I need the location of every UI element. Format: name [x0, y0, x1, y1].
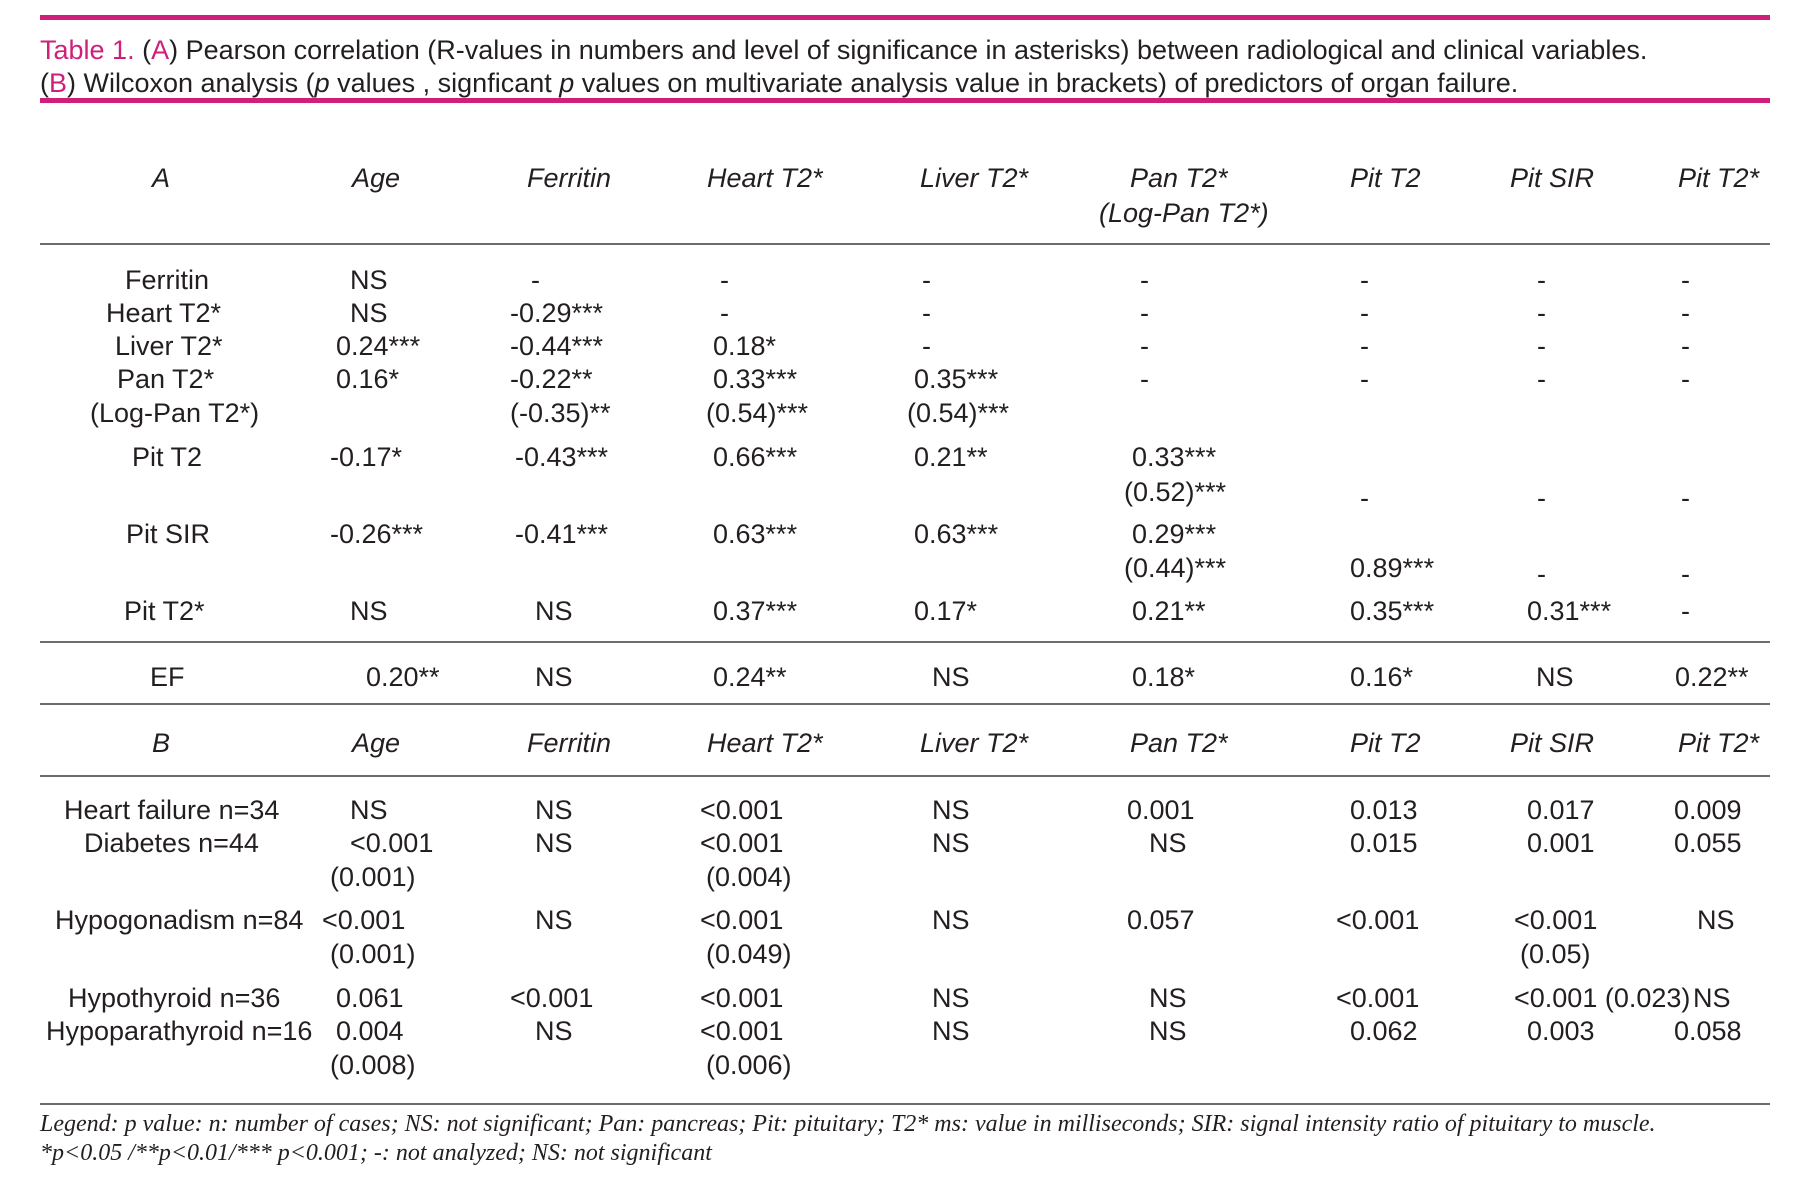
table-cell: <0.001	[322, 905, 406, 935]
table-cell: 0.63***	[713, 519, 798, 549]
table-a-body-rule	[40, 641, 1770, 643]
table-cell: NS	[932, 662, 970, 692]
table-cell: -	[1360, 331, 1369, 361]
table-cell: -	[1681, 559, 1690, 589]
table-cell: -	[1681, 483, 1690, 513]
table-cell: 0.63***	[914, 519, 999, 549]
header-cell: (Log-Pan T2*)	[1099, 198, 1269, 228]
row-label: Hypoparathyroid n=16	[46, 1016, 313, 1046]
table-cell: 0.20**	[366, 662, 440, 692]
table-cell: -0.44***	[510, 331, 604, 361]
caption-paren: (	[40, 68, 49, 98]
table-cell: (0.008)	[330, 1050, 416, 1080]
table-cell: NS	[535, 1016, 573, 1046]
table-legend	[40, 1110, 1770, 1168]
caption-p-italic: p	[559, 68, 575, 98]
header-cell: Pan T2*	[1130, 728, 1228, 758]
table-label: Table 1.	[40, 35, 135, 65]
table-cell: NS	[350, 298, 388, 328]
caption-b-text-2: values , signficant	[329, 68, 560, 98]
row-label: Hypothyroid n=36	[68, 983, 281, 1013]
table-a-header-rule	[40, 243, 1770, 245]
table-cell: -	[1537, 265, 1546, 295]
table-cell: -	[922, 298, 931, 328]
header-cell: Ferritin	[527, 728, 612, 758]
caption-p-italic: p	[314, 68, 330, 98]
table-cell: -	[1140, 364, 1149, 394]
table-cell: -0.26***	[330, 519, 424, 549]
table-cell: -	[1537, 298, 1546, 328]
table-cell: -	[720, 298, 729, 328]
row-label: Heart T2*	[106, 298, 222, 328]
legend-line-2: *p<0.05 /**p<0.01/*** p<0.001; -: not analyzed; NS: not significant	[40, 1140, 712, 1166]
table-cell: -	[1681, 298, 1690, 328]
table-cell: <0.001	[700, 905, 784, 935]
table-cell: 0.058	[1674, 1016, 1742, 1046]
table-cell: NS	[932, 905, 970, 935]
table-cell: <0.001	[510, 983, 594, 1013]
row-label: (Log-Pan T2*)	[90, 398, 260, 428]
table-cell: <0.001	[700, 795, 784, 825]
row-label: Pit T2	[132, 442, 203, 472]
table-cell: -0.17*	[330, 442, 403, 472]
table-cell: 0.004	[336, 1016, 404, 1046]
row-label: Pan T2*	[117, 364, 215, 394]
table-cell: 0.055	[1674, 828, 1742, 858]
table-cell: 0.24***	[336, 331, 421, 361]
header-cell: Pan T2*	[1130, 163, 1228, 193]
caption-line-2	[40, 67, 1770, 100]
caption-a-text: ) Pearson correlation (R-values in numbers and level of significance in asterisks) between radiological and clinical variables.	[169, 35, 1648, 65]
table-cell: (0.049)	[706, 939, 792, 969]
table-b-top-rule	[40, 703, 1770, 705]
table-cell: NS	[932, 795, 970, 825]
table-cell: -	[720, 265, 729, 295]
row-label: Pit T2*	[124, 596, 205, 626]
table-cell: <0.001	[700, 1016, 784, 1046]
table-bottom-rule	[40, 1103, 1770, 1105]
table-cell: -	[1537, 331, 1546, 361]
row-label: Diabetes n=44	[84, 828, 259, 858]
table-cell: 0.22**	[1675, 662, 1749, 692]
table-cell: 0.18*	[1132, 662, 1196, 692]
table-cell: 0.003	[1527, 1016, 1595, 1046]
table-cell: 0.009	[1674, 795, 1742, 825]
table-cell: <0.001	[700, 983, 784, 1013]
table-cell: -	[1537, 559, 1546, 589]
table-cell: NS	[535, 596, 573, 626]
table-cell: 0.35***	[1350, 596, 1435, 626]
table-cell: 0.062	[1350, 1016, 1418, 1046]
header-cell: Age	[352, 163, 401, 193]
table-cell: 0.33***	[713, 364, 798, 394]
table-cell: 0.31***	[1527, 596, 1612, 626]
header-cell: Liver T2*	[920, 728, 1029, 758]
table-cell: 0.057	[1127, 905, 1195, 935]
table-cell: NS	[1693, 983, 1731, 1013]
caption-b-text-3: values on multivariate analysis value in brackets) of predictors of organ failure.	[574, 68, 1519, 98]
table-cell: -0.41***	[515, 519, 609, 549]
table-cell: 0.001	[1527, 828, 1595, 858]
header-cell: Heart T2*	[707, 163, 823, 193]
table-cell: -	[1681, 331, 1690, 361]
table-cell: (-0.35)**	[510, 398, 611, 428]
row-label: Ferritin	[125, 265, 210, 295]
table-cell: <0.001	[1336, 983, 1420, 1013]
table-cell: -	[922, 331, 931, 361]
table-cell: -0.29***	[510, 298, 604, 328]
table-caption	[40, 34, 1770, 100]
table-cell: 0.061	[336, 983, 404, 1013]
header-cell: Pit T2*	[1678, 728, 1760, 758]
table-cell: (0.05)	[1520, 939, 1591, 969]
table-cell: <0.001 (0.023)	[1514, 983, 1691, 1013]
section-b-letter: B	[49, 68, 68, 98]
row-label: EF	[150, 662, 185, 692]
table-cell: 0.21**	[914, 442, 988, 472]
table-cell: NS	[350, 596, 388, 626]
row-label: Hypogonadism n=84	[55, 905, 304, 935]
caption-b-text-1: ) Wilcoxon analysis (	[67, 68, 315, 98]
header-cell: Pit T2	[1350, 728, 1421, 758]
table-cell: 0.16*	[1350, 662, 1414, 692]
table-cell: -	[1360, 298, 1369, 328]
table-cell: 0.17*	[914, 596, 978, 626]
table-cell: NS	[932, 1016, 970, 1046]
table-b-header-rule	[40, 775, 1770, 777]
table-cell: 0.18*	[713, 331, 777, 361]
table-cell: 0.001	[1127, 795, 1195, 825]
table-cell: NS	[350, 795, 388, 825]
table-cell: NS	[1697, 905, 1735, 935]
table-cell: -	[531, 265, 540, 295]
table-cell: NS	[1149, 828, 1187, 858]
header-cell: Pit SIR	[1510, 163, 1595, 193]
header-cell: Age	[352, 728, 401, 758]
table-cell: <0.001	[350, 828, 434, 858]
table-cell: 0.89***	[1350, 553, 1435, 583]
caption-line-1	[40, 34, 1770, 67]
table-cell: NS	[535, 828, 573, 858]
table-cell: NS	[535, 905, 573, 935]
row-label: Pit SIR	[126, 519, 211, 549]
table-cell: NS	[1536, 662, 1574, 692]
table-cell: (0.44)***	[1124, 553, 1227, 583]
header-cell: Pit T2	[1350, 163, 1421, 193]
table-cell: <0.001	[1336, 905, 1420, 935]
table-cell: NS	[1149, 1016, 1187, 1046]
table-cell: -	[1681, 364, 1690, 394]
table-cell: -	[1537, 364, 1546, 394]
row-label: Heart failure n=34	[64, 795, 280, 825]
table-cell: -	[1681, 265, 1690, 295]
header-cell: A	[152, 163, 171, 193]
table-cell: -0.22**	[510, 364, 593, 394]
table-cell: -	[1140, 331, 1149, 361]
table-cell: 0.35***	[914, 364, 999, 394]
table-cell: 0.29***	[1132, 519, 1217, 549]
table-cell: 0.24**	[713, 662, 787, 692]
table-cell: <0.001	[700, 828, 784, 858]
table-cell: 0.017	[1527, 795, 1595, 825]
table-cell: NS	[535, 795, 573, 825]
table-cell: (0.52)***	[1124, 477, 1227, 507]
table-cell: -	[1360, 265, 1369, 295]
table-cell: -	[1681, 596, 1690, 626]
table-cell: -	[1360, 364, 1369, 394]
table-cell: (0.54)***	[706, 398, 809, 428]
table-cell: -0.43***	[515, 442, 609, 472]
table-cell: 0.21**	[1132, 596, 1206, 626]
table-cell: -	[1140, 265, 1149, 295]
table-cell: NS	[350, 265, 388, 295]
section-a-letter: A	[151, 35, 170, 65]
table-cell: -	[1360, 483, 1369, 513]
table-cell: (0.006)	[706, 1050, 792, 1080]
caption-paren: (	[142, 35, 152, 65]
header-cell: Ferritin	[527, 163, 612, 193]
table-cell: (0.004)	[706, 862, 792, 892]
table-cell: 0.013	[1350, 795, 1418, 825]
table-cell: -	[922, 265, 931, 295]
header-cell: Pit T2*	[1678, 163, 1760, 193]
table-cell: (0.001)	[330, 939, 416, 969]
table-cell: (0.001)	[330, 862, 416, 892]
table-cell: <0.001	[1514, 905, 1598, 935]
header-cell: B	[152, 728, 171, 758]
table-cell: 0.015	[1350, 828, 1418, 858]
table-cell: NS	[932, 828, 970, 858]
table-cell: NS	[1149, 983, 1187, 1013]
table-cell: 0.37***	[713, 596, 798, 626]
table-cell: NS	[535, 662, 573, 692]
table-cell: -	[1537, 483, 1546, 513]
table-cell: 0.33***	[1132, 442, 1217, 472]
table-cell: 0.66***	[713, 442, 798, 472]
table-cell: NS	[932, 983, 970, 1013]
header-cell: Liver T2*	[920, 163, 1029, 193]
header-cell: Heart T2*	[707, 728, 823, 758]
row-label: Liver T2*	[115, 331, 223, 361]
caption-top-rule	[40, 15, 1770, 20]
table-cell: -	[1140, 298, 1149, 328]
table-cell: 0.16*	[336, 364, 400, 394]
table-cell: (0.54)***	[907, 398, 1010, 428]
legend-line-1: Legend: p value: n: number of cases; NS: not significant; Pan: pancreas; Pit: pituitary; T2* ms: value in milliseconds; SIR: signal intensity ratio of pituitary to muscle.	[40, 1111, 1656, 1137]
header-cell: Pit SIR	[1510, 728, 1595, 758]
